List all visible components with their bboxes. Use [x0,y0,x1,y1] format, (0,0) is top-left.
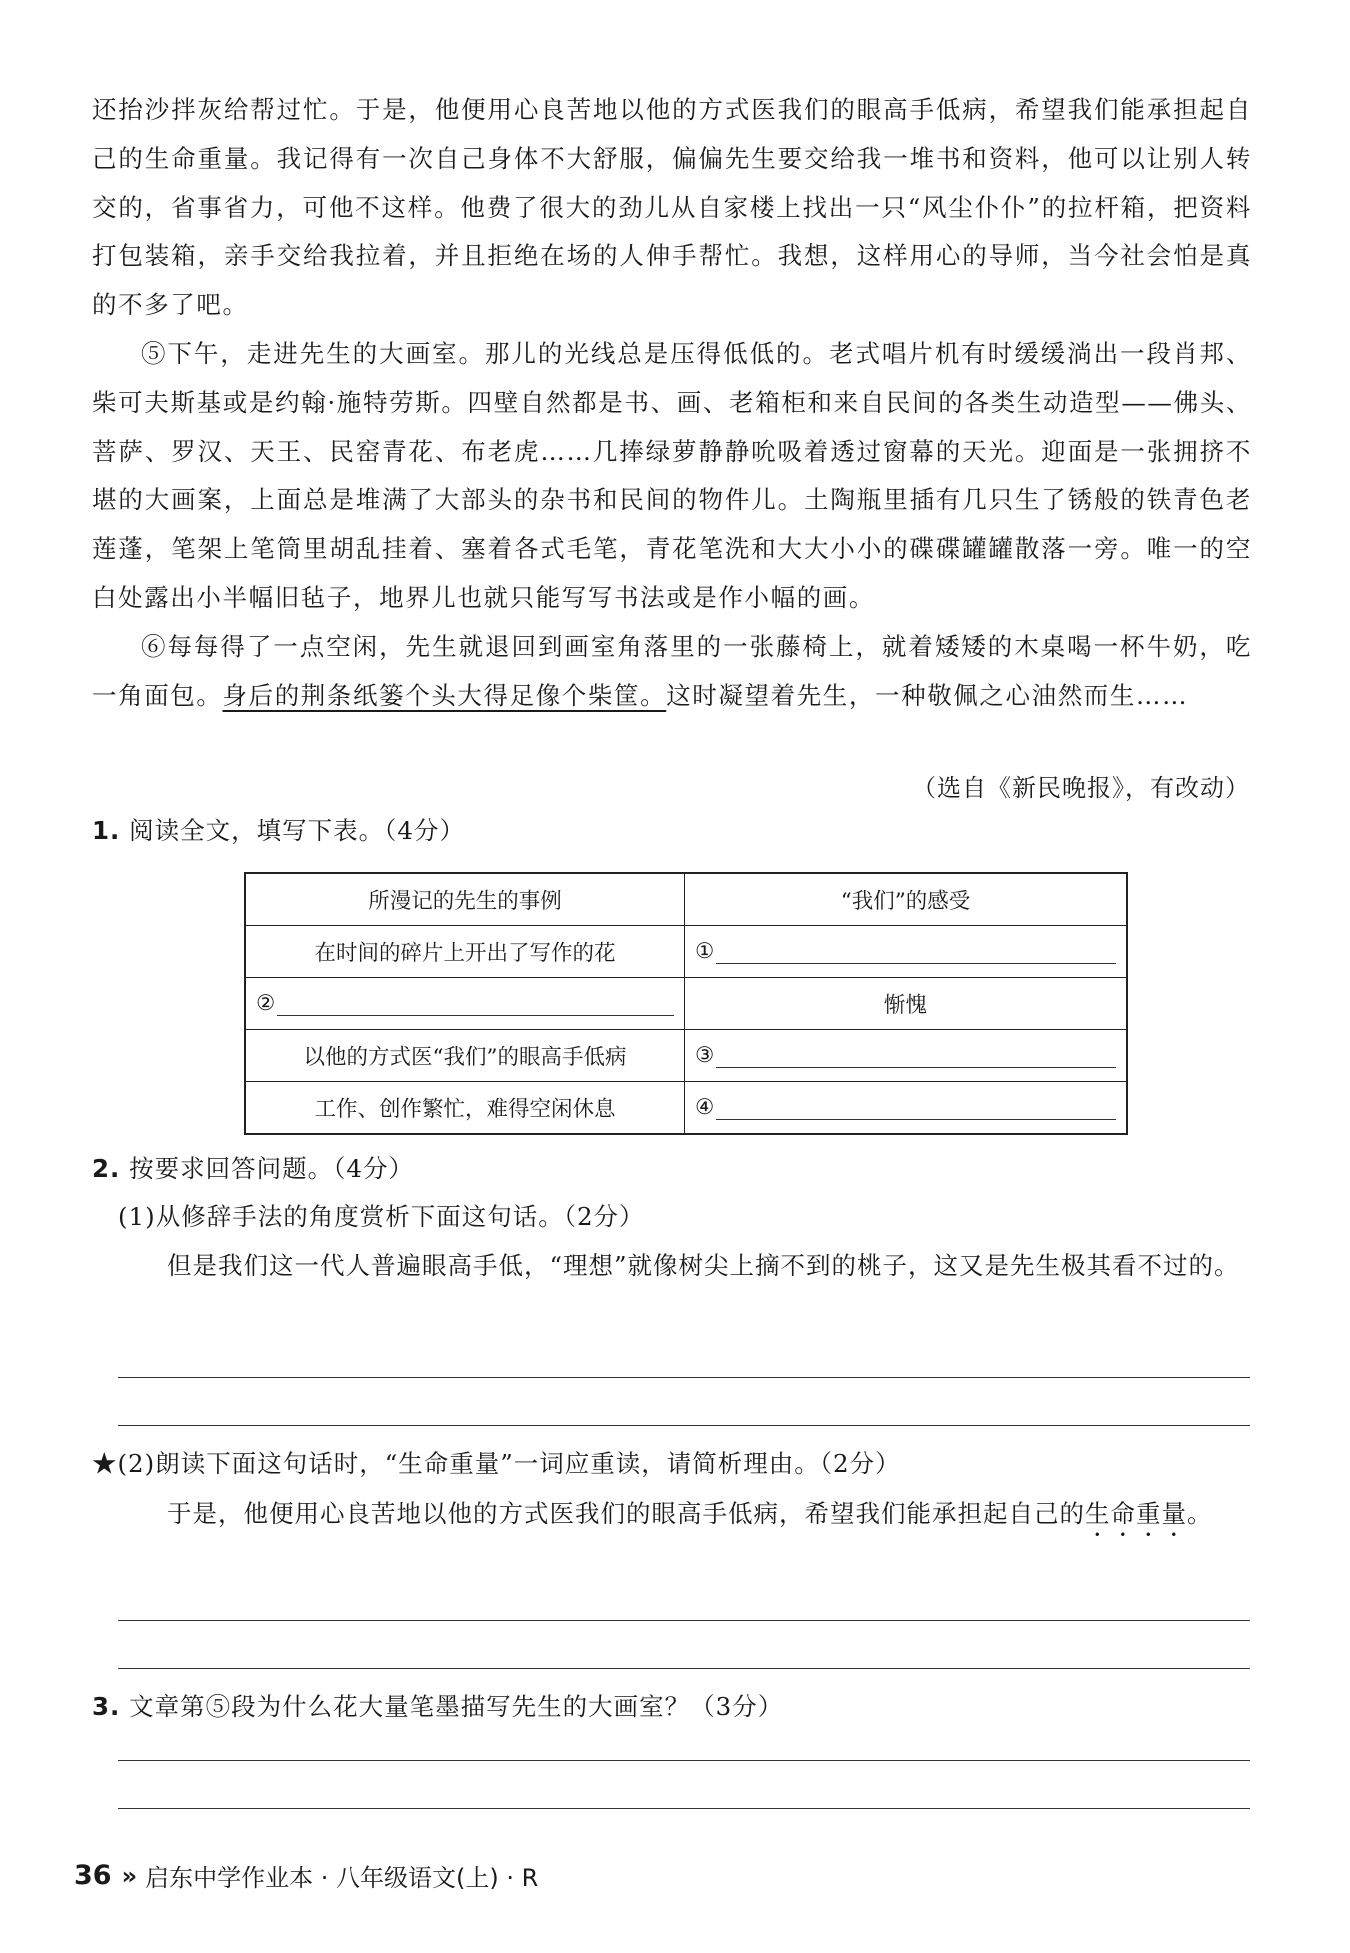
quote-2-text: 于是，他便用心良苦地以他的方式医我们的眼高手低病，希望我们能承担起自己的 [167,1499,1085,1528]
blank-marker: ④ [695,1095,715,1120]
blank-line [716,1097,1116,1120]
passage-paragraph-6 [92,623,1252,721]
paragraph-6-ending: 这时凝望着先生，一种敬佩之心油然而生…… [666,680,1189,710]
emphasized-phrase: 生命重量 [1085,1499,1187,1528]
passage-paragraph-5: ⑤下午，走进先生的大画室。那儿的光线总是压得低低的。老式唱片机有时缓缓淌出一段肖邦、柴可夫斯基或是约翰·施特劳斯。四壁自然都是书、画、老箱柜和来自民间的各类生动造型——佛头、菩萨、罗汉、天王、民窑青花、布老虎……几捧绿萝静静吮吸着透过窗幕的天光。迎面是一张拥挤不堪的大画案，上面总是堆满了大部头的杂书和民间的物件儿。土陶瓶里插有几只生了锈般的铁青色老莲蓬，笔架上笔筒里胡乱挂着、塞着各式毛笔，青花笔洗和大大小小的碟碟罐罐散落一旁。唯一的空白处露出小半幅旧毡子，地界儿也就只能写写书法或是作小幅的画。 [92,338,1252,612]
answer-line[interactable] [118,1668,1250,1669]
question-2-part-2 [92,1445,901,1480]
question-1 [92,812,465,847]
table-header-left: 所漫记的先生的事例 [245,873,685,926]
answer-line[interactable] [118,1760,1250,1761]
quote-2-period: 。 [1187,1499,1213,1528]
table-cell-example: 以他的方式医“我们”的眼高手低病 [245,1030,685,1082]
answer-blank-2[interactable] [245,978,685,1030]
question-1-number: 1. [92,816,121,845]
blank-line [277,993,674,1016]
question-3-text: 文章第⑤段为什么花大量笔墨描写先生的大画室？（3分） [129,1692,784,1721]
answer-blank-3[interactable] [685,1030,1128,1082]
book-title: 启东中学作业本 · 八年级语文(上) · R [145,1864,539,1892]
paragraph-6-text: ⑥每每得了一点空闲，先生就退回到画室角落里的一张藤椅上，就着矮矮的木桌喝一杯牛奶，吃一角面包。 [92,631,1252,710]
answer-line[interactable] [118,1808,1250,1809]
table-header-row [245,873,1127,926]
passage-paragraph-4-end: 还抬沙拌灰给帮过忙。于是，他便用心良苦地以他的方式医我们的眼高手低病，希望我们能承担起自己的生命重量。我记得有一次自己身体不大舒服，偏偏先生要交给我一堆书和资料，他可以让别人转交的，省事省力，可他不这样。他费了很大的劲儿从自家楼上找出一只“风尘仆仆”的拉杆箱，把资料打包装箱，亲手交给我拉着，并且拒绝在场的人伸手帮忙。我想，这样用心的导师，当今社会怕是真的不多了吧。 [92,95,1252,320]
question-2 [92,1150,414,1185]
blank-marker: ② [256,991,276,1016]
table-header-right: “我们”的感受 [685,873,1128,926]
question-2-part-2-text: (2)朗读下面这句话时，“生命重量”一词应重读，请简析理由。（2分） [117,1449,901,1478]
answer-table [244,872,1128,1135]
answer-blank-4[interactable] [685,1082,1128,1135]
quote-sentence-2 [118,1490,1250,1542]
underlined-sentence: 身后的荆条纸篓个头大得足像个柴筐。 [222,680,667,710]
question-2-number: 2. [92,1154,121,1183]
answer-line[interactable] [118,1377,1250,1378]
table-cell-feeling: 惭愧 [685,978,1128,1030]
blank-line [716,941,1116,964]
page-number: 36 [74,1860,112,1891]
quote-sentence-1: 但是我们这一代人普遍眼高手低，“理想”就像树尖上摘不到的桃子，这又是先生极其看不过的。 [167,1251,1240,1280]
answer-blank-1[interactable] [685,926,1128,978]
passage-source: （选自《新民晚报》，有改动） [912,774,1250,802]
question-3-number: 3. [92,1692,121,1721]
page-footer [74,1858,538,1893]
star-icon: ★ [92,1449,118,1478]
table-cell-example: 工作、创作繁忙，难得空闲休息 [245,1082,685,1135]
answer-line[interactable] [118,1425,1250,1426]
table-row [245,1030,1127,1082]
table-row [245,978,1127,1030]
table-cell-example: 在时间的碎片上开出了写作的花 [245,926,685,978]
reading-passage [92,86,1252,720]
double-chevron-icon: » [121,1861,138,1890]
answer-line[interactable] [118,1620,1250,1621]
table-row [245,1082,1127,1135]
blank-line [716,1045,1116,1068]
question-3 [92,1688,783,1723]
blank-marker: ③ [695,1043,715,1068]
question-1-text: 阅读全文，填写下表。（4分） [129,816,465,845]
blank-marker: ① [695,939,715,964]
table-row [245,926,1127,978]
question-2-text: 按要求回答问题。（4分） [129,1154,414,1183]
question-2-part-1: (1)从修辞手法的角度赏析下面这句话。（2分） [118,1202,645,1231]
